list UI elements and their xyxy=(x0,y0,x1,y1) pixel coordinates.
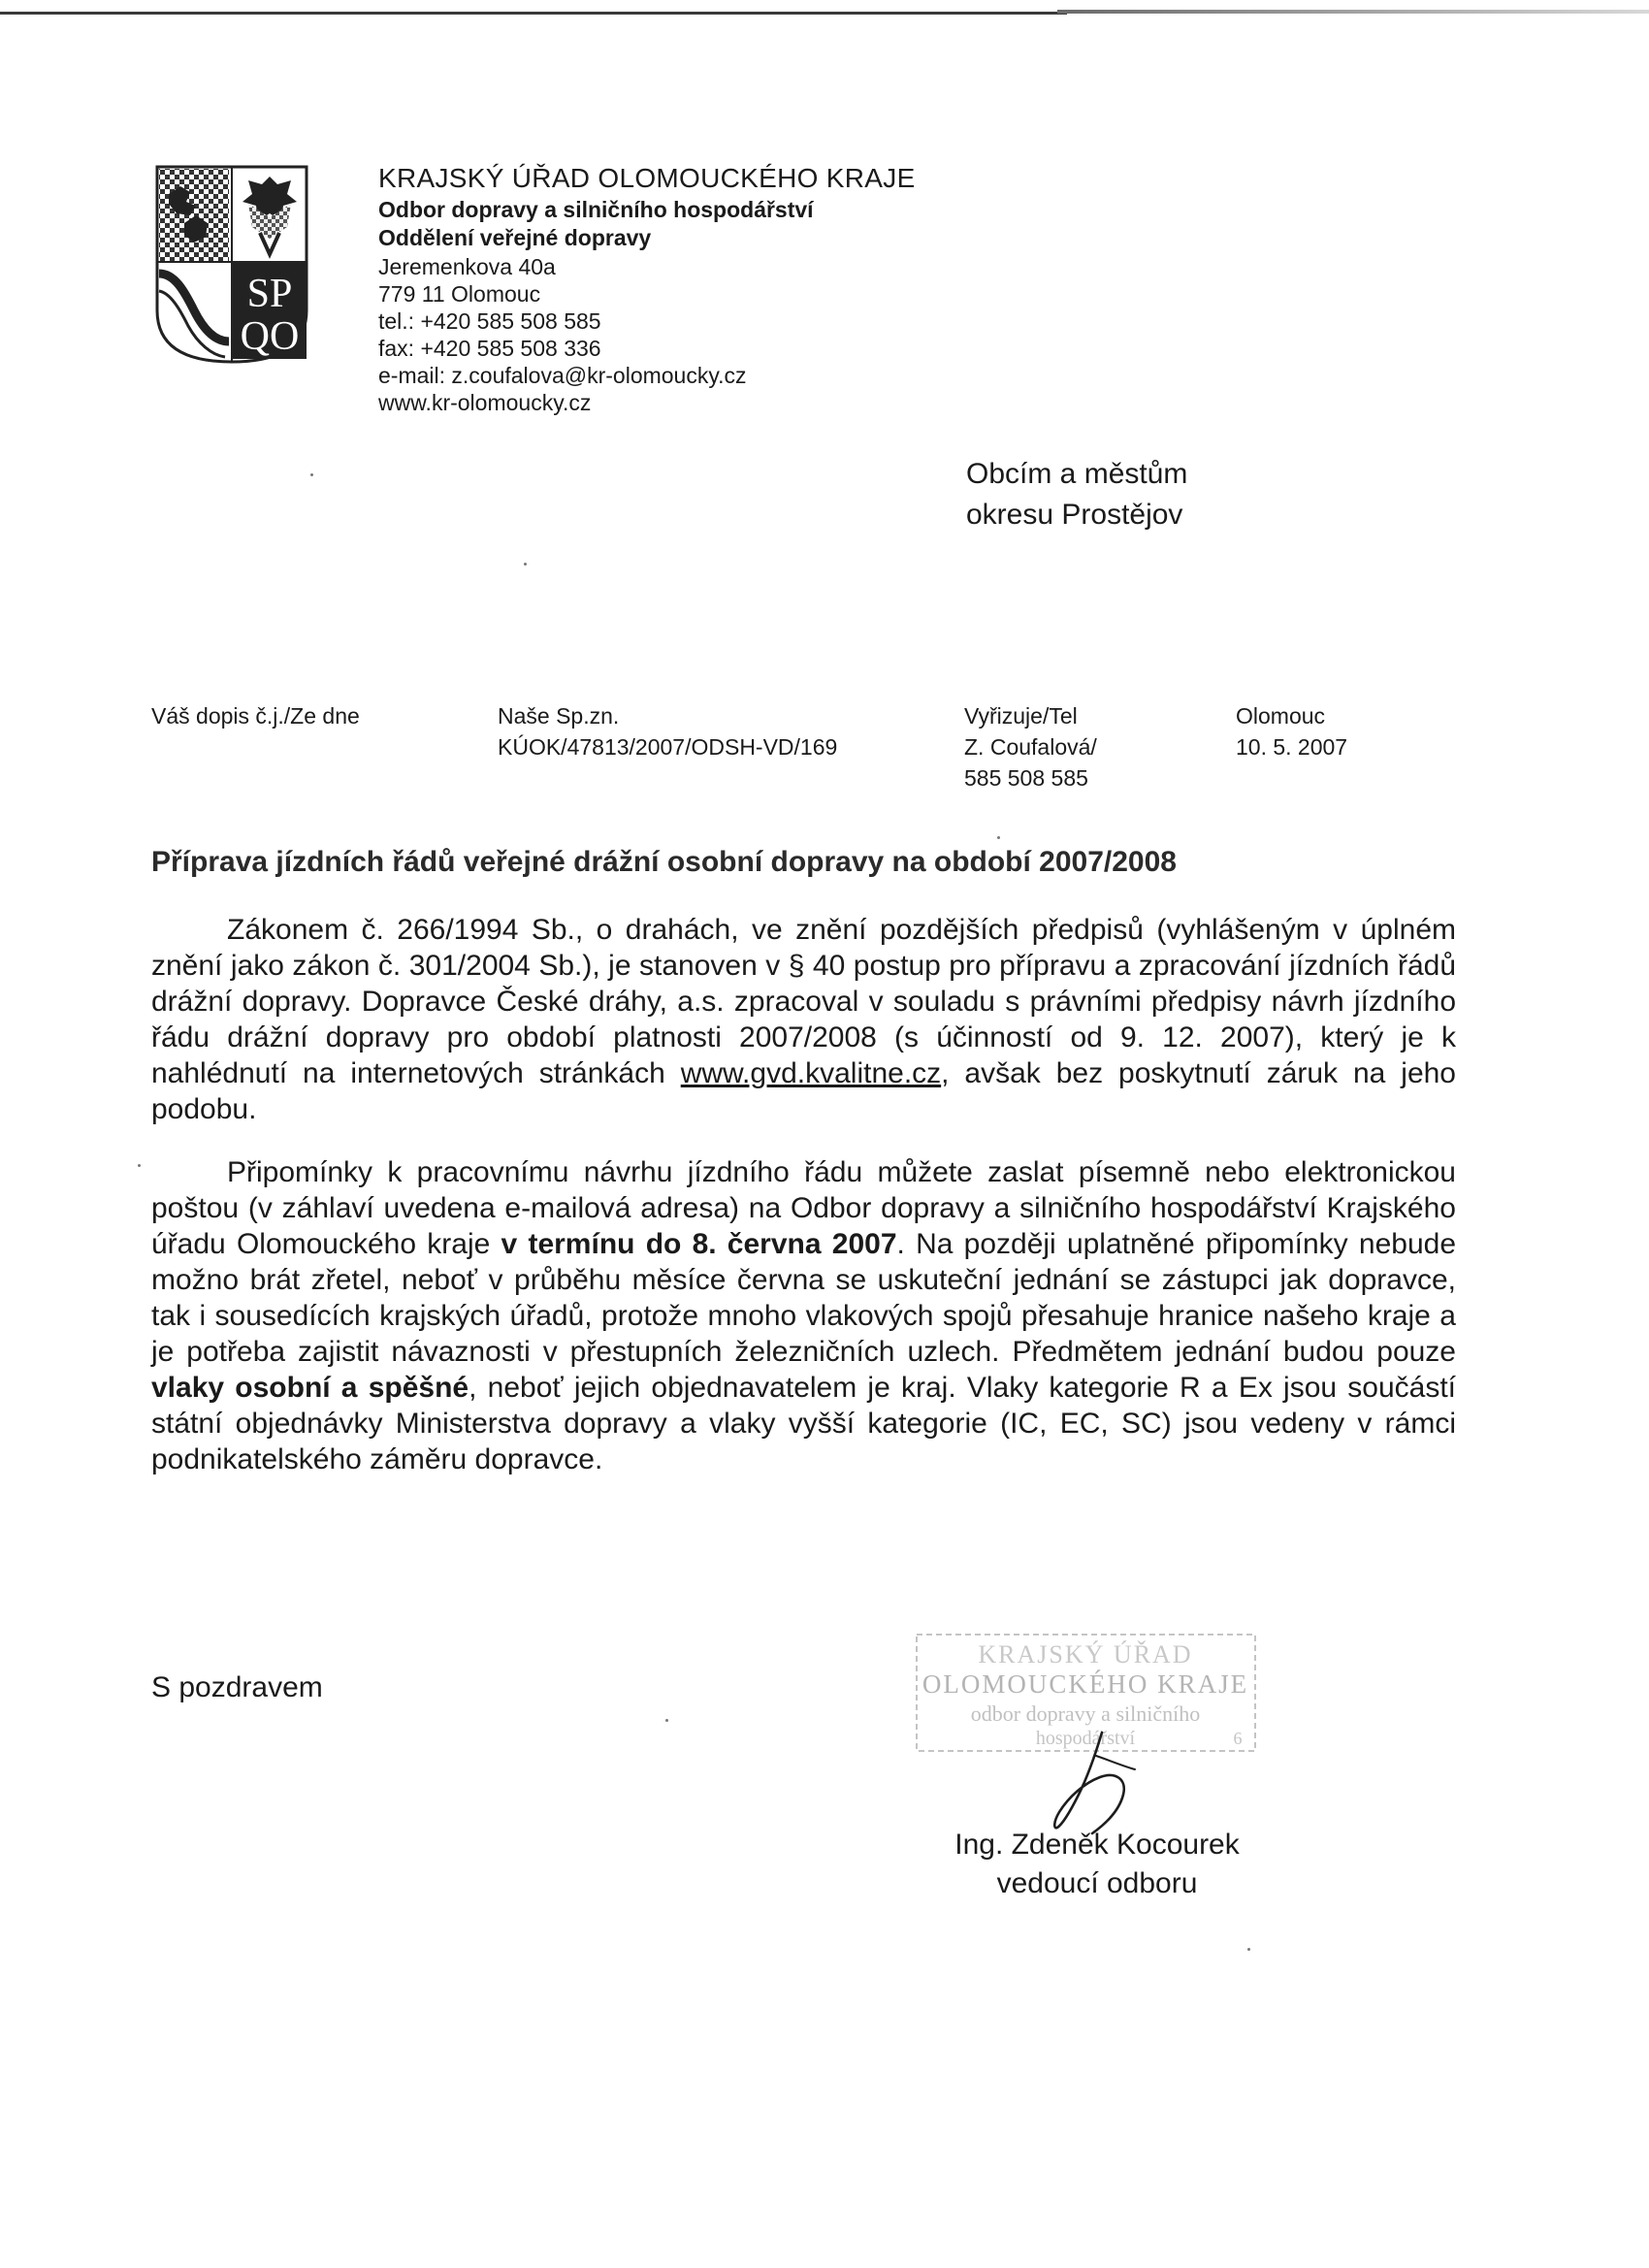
scan-speck xyxy=(310,473,313,476)
handler-ref xyxy=(964,700,1097,794)
our-ref xyxy=(498,700,837,762)
signer-block xyxy=(927,1826,1267,1903)
coat-of-arms-crest xyxy=(155,165,308,364)
recipient-line-2: okresu Prostějov xyxy=(966,499,1183,531)
our-ref-label: Naše Sp.zn. xyxy=(498,703,620,729)
p2-text-b: . Na později uplatněné připomínky nebude možno brát zřetel, neboť v průběhu měsíce června se uskuteční jednání se zástupci jak dopravce, tak i sousedících krajských úřadů, protože mnoho vlakových spojů přesahuje hranice našeho kraje a je potřeba zajistit návaznosti v přestupních železničních uzlech. Předmětem jednání budou pouze xyxy=(151,1228,1457,1368)
scan-top-line xyxy=(0,12,1067,15)
signer-title: vedoucí odboru xyxy=(996,1867,1198,1899)
handler-name: Z. Coufalová/ xyxy=(964,734,1097,760)
your-letter-label: Váš dopis č.j./Ze dne xyxy=(151,703,360,729)
letter-date: 10. 5. 2007 xyxy=(1236,734,1348,760)
our-ref-value: KÚOK/47813/2007/ODSH-VD/169 xyxy=(498,734,838,760)
p2-text-a: Připomínky k pracovnímu návrhu jízdního řádu můžete zaslat písemně nebo elektronickou poštou (v záhlaví uvedena e-mailová adresa) na Odbor dopravy a silničního hospodářství Krajského úřadu Olomouckého kraje xyxy=(151,1156,1456,1260)
scan-speck xyxy=(1247,1948,1250,1951)
recipient-block xyxy=(966,454,1187,535)
closing-greeting: S pozdravem xyxy=(151,1671,323,1703)
scan-speck xyxy=(524,563,527,566)
your-letter-ref xyxy=(151,700,360,731)
recipient-line-1: Obcím a městům xyxy=(966,458,1188,490)
letterhead xyxy=(378,163,1057,416)
body-paragraph-1 xyxy=(151,912,1456,1127)
scan-edge xyxy=(0,0,1649,21)
scan-speck xyxy=(138,1164,141,1167)
email-address: e-mail: z.coufalova@kr-olomoucky.cz xyxy=(378,363,747,388)
p1-tail: , avšak bez poskytnutí záruk na jeho podobu. xyxy=(151,1057,1456,1125)
place-date xyxy=(1236,700,1347,762)
letter-subject: Příprava jízdních řádů veřejné drážní osobní dopravy na období 2007/2008 xyxy=(151,846,1177,878)
stamp-line-2: OLOMOUCKÉHO KRAJE xyxy=(922,1669,1249,1699)
website: www.kr-olomoucky.cz xyxy=(378,390,592,415)
scan-speck xyxy=(997,836,1000,839)
handler-label: Vyřizuje/Tel xyxy=(964,703,1078,729)
address-street: Jeremenkova 40a xyxy=(378,254,556,279)
place-label: Olomouc xyxy=(1236,703,1326,729)
deadline-emphasis: v termínu do 8. června 2007 xyxy=(501,1228,897,1260)
stamp-line-3: odbor dopravy a silničního xyxy=(970,1701,1201,1726)
p2-text-c: , neboť jejich objednavatelem je kraj. Vlaky kategorie R a Ex jsou součástí státní objednávky Ministerstva dopravy a vlaky vyšší kategorie (IC, EC, SC) jsou vedeny v rámci podnikatelského záměru dopravce. xyxy=(151,1372,1456,1475)
signer-name: Ing. Zdeněk Kocourek xyxy=(954,1829,1240,1861)
gvd-link[interactable]: www.gvd.kvalitne.cz xyxy=(680,1057,942,1089)
body-paragraph-2 xyxy=(151,1154,1456,1477)
scan-top-fade xyxy=(1057,10,1649,14)
section-name: Oddělení veřejné dopravy xyxy=(378,225,652,250)
crest-text-top: SP xyxy=(246,272,293,316)
train-types-emphasis: vlaky osobní a spěšné xyxy=(151,1372,469,1404)
department-name: Odbor dopravy a silničního hospodářství xyxy=(378,197,814,222)
p1-text: Zákonem č. 266/1994 Sb., o drahách, ve znění pozdějších předpisů (vyhlášeným v úplném znění jako zákon č. 301/2004 Sb.), je stanoven v § 40 postup pro přípravu a zpracování jízdních řádů drážní dopravy. Dopravce České dráhy, a.s. zpracoval v souladu s právními předpisy návrh jízdního řádu drážní dopravy pro období platnosti 2007/2008 (s účinností od 9. 12. 2007), který je k nahlédnutí na internetových stránkách xyxy=(151,914,1456,1089)
crest-text-bottom: QO xyxy=(240,314,300,359)
scan-speck xyxy=(665,1719,668,1722)
fax-number: fax: +420 585 508 336 xyxy=(378,336,601,361)
address-city: 779 11 Olomouc xyxy=(378,281,541,307)
handler-phone: 585 508 585 xyxy=(964,765,1088,791)
stamp-line-4: hospodářství xyxy=(1035,1728,1136,1749)
stamp-line-1: KRAJSKÝ ÚŘAD xyxy=(978,1640,1193,1669)
phone-number: tel.: +420 585 508 585 xyxy=(378,308,601,334)
org-name: KRAJSKÝ ÚŘAD OLOMOUCKÉHO KRAJE xyxy=(378,163,916,193)
stamp-number: 6 xyxy=(1233,1729,1243,1748)
